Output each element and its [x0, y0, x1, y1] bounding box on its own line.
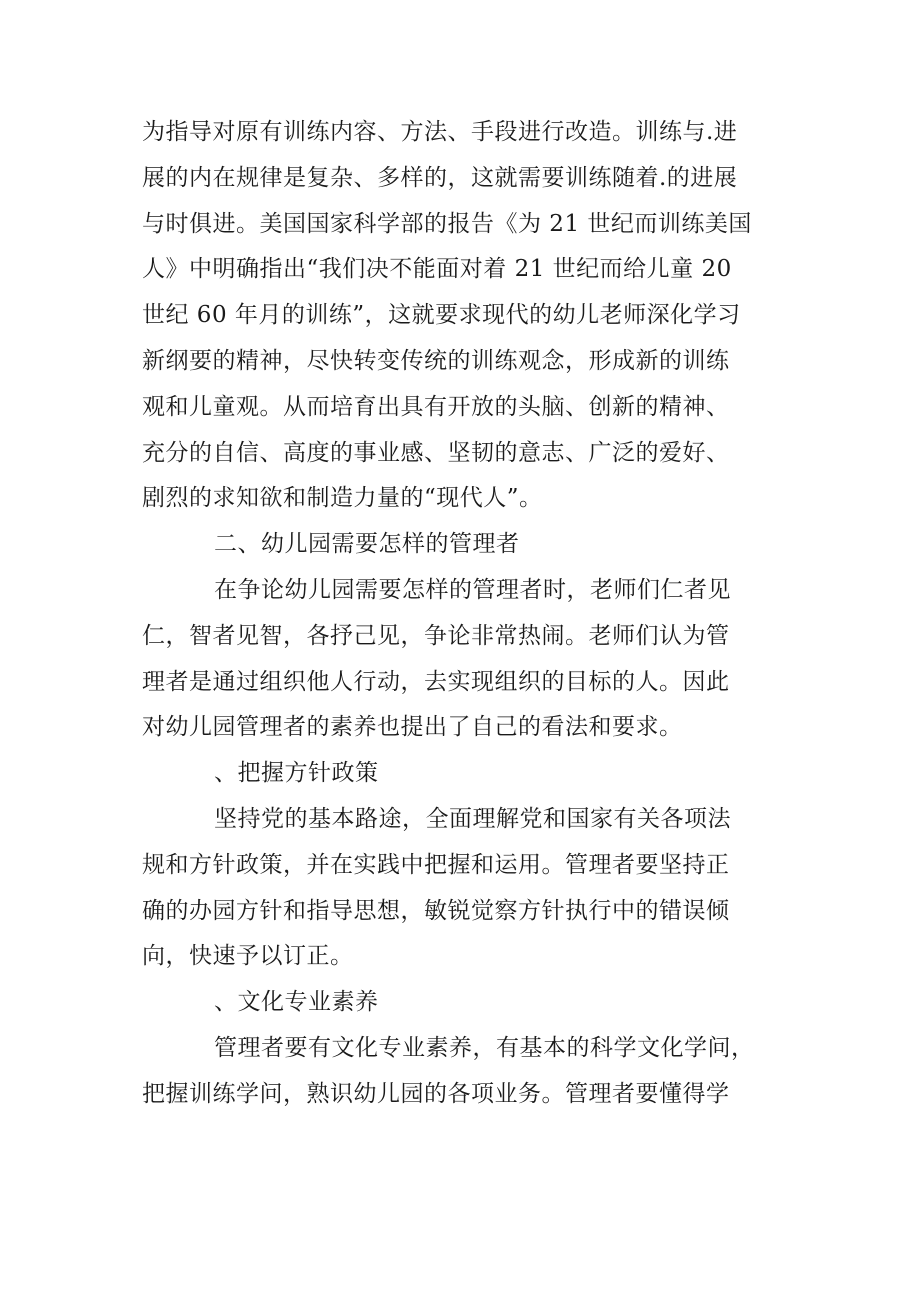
text-line: 新纲要的精神，尽快转变传统的训练观念，形成新的训练 — [142, 347, 730, 374]
text-line: 人》中明确指出“我们决不能面对着 21 世纪而给儿童 20 — [142, 256, 732, 283]
text-line: 确的办园方针和指导思想，敏锐觉察方针执行中的错误倾 — [142, 897, 730, 924]
text-line: 、把握方针政策 — [214, 760, 379, 787]
text-line: 世纪 60 年月的训练”，这就要求现代的幼儿老师深化学习 — [142, 302, 741, 329]
text-line: 向，快速予以订正。 — [142, 943, 354, 970]
text-line: 展的内在规律是复杂、多样的，这就需要训练随着.的进展 — [142, 164, 738, 191]
text-line: 在争论幼儿园需要怎样的管理者时，老师们仁者见 — [214, 576, 731, 603]
text-line: 二、幼儿园需要怎样的管理者 — [214, 531, 520, 558]
text-line: 把握训练学问，熟识幼儿园的各项业务。管理者要懂得学 — [142, 1080, 730, 1107]
text-line: 对幼儿园管理者的素养也提出了自己的看法和要求。 — [142, 714, 683, 741]
text-line: 管理者要有文化专业素养，有基本的科学文化学问， — [214, 1034, 755, 1061]
document-body — [142, 110, 778, 1118]
text-line: 与时俱进。美国国家科学部的报告《为 21 世纪而训练美国 — [142, 210, 752, 237]
text-line: 坚持党的基本路途，全面理解党和国家有关各项法 — [214, 805, 731, 832]
text-line: 观和儿童观。从而培育出具有开放的头脑、创新的精神、 — [142, 393, 730, 420]
text-line: 剧烈的求知欲和制造力量的“现代人”。 — [142, 485, 543, 512]
text-line: 为指导对原有训练内容、方法、手段进行改造。训练与.进 — [142, 119, 738, 145]
text-line: 理者是通过组织他人行动，去实现组织的目标的人。因此 — [142, 668, 730, 695]
text-line: 、文化专业素养 — [214, 989, 379, 1016]
text-line: 规和方针政策，并在实践中把握和运用。管理者要坚持正 — [142, 851, 730, 878]
text-line: 仁，智者见智，各抒己见，争论非常热闹。老师们认为管 — [142, 622, 730, 649]
text-line: 充分的自信、高度的事业感、坚韧的意志、广泛的爱好、 — [142, 439, 730, 466]
